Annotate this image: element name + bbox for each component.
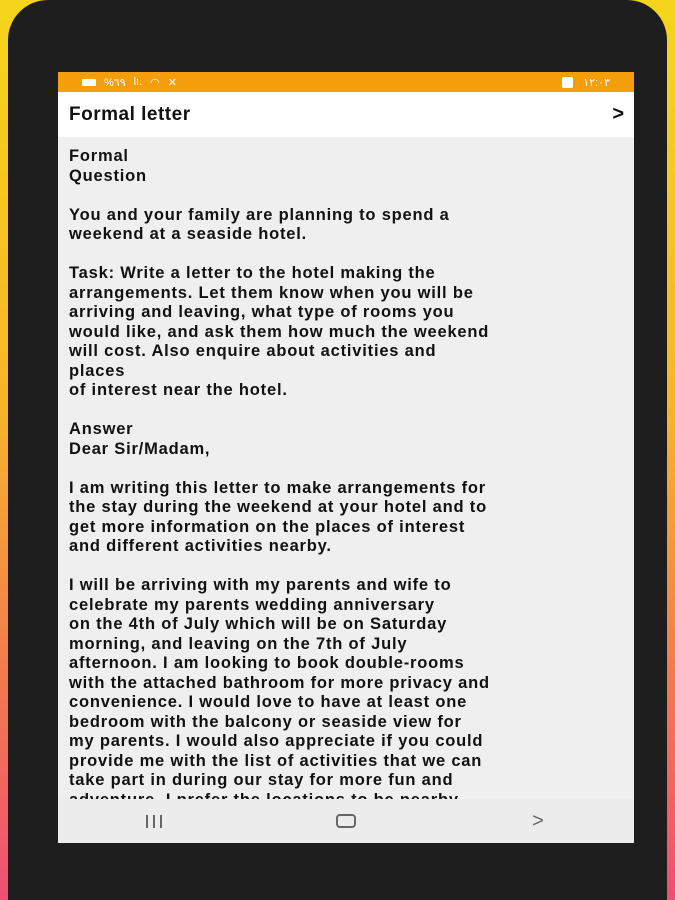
battery-icon [82,79,96,86]
mute-icon: ✕ [167,76,177,89]
back-button[interactable] [508,810,568,833]
home-button[interactable] [316,814,376,828]
back-icon: > [532,809,544,832]
status-right [562,76,610,89]
status-bar [58,72,634,92]
letter-paragraph: I will be arriving with my parents and wife to celebrate my parents wedding anniversary on the 4th of July which will be on Saturday morning, and leaving on the 7th of July afternoon. I am looking to book double-rooms with the attached bathroom for more privacy and convenience. I would love to have at least one bedroom with the balcony or seaside view for my parents. I would also appreciate if you could provide me with the list of activities that we can take part in during our stay for more fun and [69,576,490,789]
navigation-bar [58,799,634,843]
recents-button[interactable] [124,815,184,828]
letter-paragraph: Task: Write a letter to the hotel making the arrangements. Let them know when you will be arriving and leaving, what type of rooms you would like, and ask them how much the weekend will cost. Also enquire about activities and places of interest near the hotel. [69,264,490,399]
app-bar [58,92,634,137]
letter-paragraph: Formal Question [69,147,147,185]
status-left [82,76,177,89]
signal-icon: lı. [133,76,143,88]
notification-icon [562,77,573,88]
letter-paragraph: You and your family are planning to spend a weekend at a seaside hotel. [69,205,450,243]
phone-screen [58,72,634,843]
recents-icon [146,815,162,828]
wifi-icon: ◠ [150,76,160,89]
letter-paragraph: Answer Dear Sir/Madam, [69,420,211,458]
chevron-right-icon[interactable]: > [612,103,624,125]
letter-paragraph: I am writing this letter to make arrangements for the stay during the weekend at your hotel and to get more information on the places of interest and different activities nearby. [69,478,487,555]
letter-content[interactable] [58,137,634,799]
home-icon [336,814,356,828]
page-title: Formal letter [69,103,191,125]
device-frame [8,0,667,900]
battery-level: %٦٩ [104,76,126,89]
clock: ١٢:٠٣ [583,76,610,89]
